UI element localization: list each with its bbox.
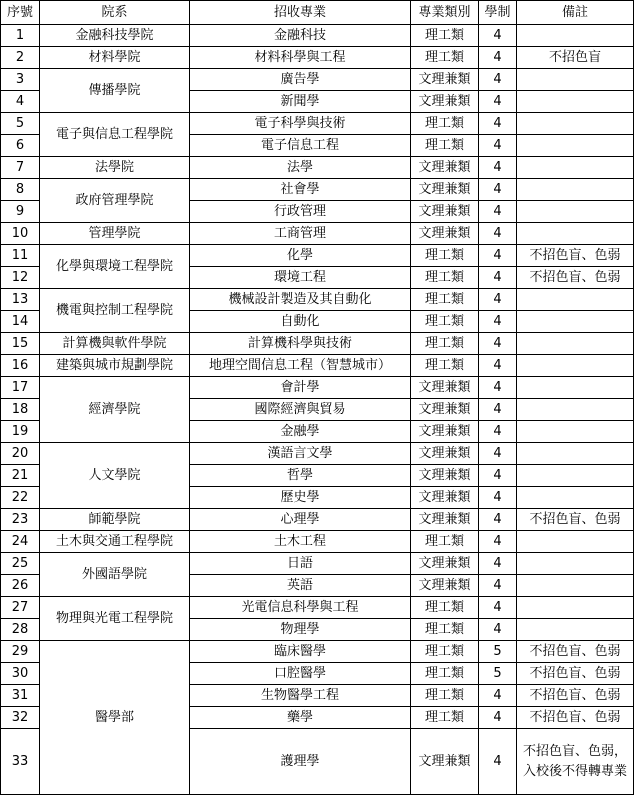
college-cell: 傳播學院 bbox=[40, 69, 190, 113]
category-cell: 文理兼類 bbox=[411, 69, 479, 91]
table-row bbox=[1, 531, 634, 553]
years-cell: 4 bbox=[479, 465, 517, 487]
major-cell: 英語 bbox=[190, 575, 411, 597]
seq-cell: 18 bbox=[1, 399, 40, 421]
category-cell: 理工類 bbox=[411, 619, 479, 641]
table-row bbox=[1, 377, 634, 399]
remark-cell: 不招色盲、色弱 bbox=[517, 267, 634, 289]
seq-cell: 5 bbox=[1, 113, 40, 135]
major-cell: 口腔醫學 bbox=[190, 663, 411, 685]
major-cell: 電子科學與技術 bbox=[190, 113, 411, 135]
college-cell: 外國語學院 bbox=[40, 553, 190, 597]
header-row bbox=[1, 1, 634, 25]
remark-cell bbox=[517, 487, 634, 509]
major-cell: 歷史學 bbox=[190, 487, 411, 509]
years-cell: 4 bbox=[479, 289, 517, 311]
category-cell: 理工類 bbox=[411, 597, 479, 619]
years-cell: 4 bbox=[479, 157, 517, 179]
table-row bbox=[1, 245, 634, 267]
table-row bbox=[1, 597, 634, 619]
major-cell: 漢語言文學 bbox=[190, 443, 411, 465]
remark-cell bbox=[517, 465, 634, 487]
years-cell: 4 bbox=[479, 619, 517, 641]
major-cell: 社會學 bbox=[190, 179, 411, 201]
seq-cell: 14 bbox=[1, 311, 40, 333]
remark-cell: 不招色盲、色弱 bbox=[517, 509, 634, 531]
seq-cell: 10 bbox=[1, 223, 40, 245]
remark-cell: 不招色盲、色弱 bbox=[517, 685, 634, 707]
years-cell: 4 bbox=[479, 597, 517, 619]
seq-cell: 22 bbox=[1, 487, 40, 509]
category-cell: 文理兼類 bbox=[411, 201, 479, 223]
table-body bbox=[1, 25, 634, 795]
major-cell: 電子信息工程 bbox=[190, 135, 411, 157]
seq-cell: 11 bbox=[1, 245, 40, 267]
header-seq: 序號 bbox=[1, 1, 40, 25]
years-cell: 4 bbox=[479, 421, 517, 443]
category-cell: 文理兼類 bbox=[411, 465, 479, 487]
college-cell: 機電與控制工程學院 bbox=[40, 289, 190, 333]
years-cell: 4 bbox=[479, 333, 517, 355]
table-row bbox=[1, 223, 634, 245]
remark-cell bbox=[517, 619, 634, 641]
seq-cell: 7 bbox=[1, 157, 40, 179]
college-cell: 經濟學院 bbox=[40, 377, 190, 443]
category-cell: 理工類 bbox=[411, 245, 479, 267]
remark-cell bbox=[517, 553, 634, 575]
remark-cell: 不招色盲、色弱 bbox=[517, 707, 634, 729]
remark-cell bbox=[517, 575, 634, 597]
college-cell: 師範學院 bbox=[40, 509, 190, 531]
major-cell: 廣告學 bbox=[190, 69, 411, 91]
seq-cell: 26 bbox=[1, 575, 40, 597]
table-row bbox=[1, 443, 634, 465]
years-cell: 4 bbox=[479, 487, 517, 509]
header-years: 學制 bbox=[479, 1, 517, 25]
years-cell: 4 bbox=[479, 91, 517, 113]
table-row bbox=[1, 179, 634, 201]
table-row bbox=[1, 47, 634, 69]
seq-cell: 16 bbox=[1, 355, 40, 377]
major-cell: 哲學 bbox=[190, 465, 411, 487]
major-cell: 護理學 bbox=[190, 729, 411, 795]
table-row bbox=[1, 641, 634, 663]
college-cell: 人文學院 bbox=[40, 443, 190, 509]
seq-cell: 13 bbox=[1, 289, 40, 311]
years-cell: 4 bbox=[479, 355, 517, 377]
years-cell: 4 bbox=[479, 553, 517, 575]
category-cell: 文理兼類 bbox=[411, 91, 479, 113]
category-cell: 文理兼類 bbox=[411, 443, 479, 465]
years-cell: 4 bbox=[479, 113, 517, 135]
years-cell: 4 bbox=[479, 135, 517, 157]
major-cell: 工商管理 bbox=[190, 223, 411, 245]
remark-cell bbox=[517, 69, 634, 91]
table-row bbox=[1, 509, 634, 531]
seq-cell: 19 bbox=[1, 421, 40, 443]
remark-cell bbox=[517, 25, 634, 47]
remark-cell bbox=[517, 201, 634, 223]
seq-cell: 20 bbox=[1, 443, 40, 465]
seq-cell: 31 bbox=[1, 685, 40, 707]
years-cell: 4 bbox=[479, 729, 517, 795]
major-cell: 化學 bbox=[190, 245, 411, 267]
remark-cell bbox=[517, 311, 634, 333]
major-cell: 土木工程 bbox=[190, 531, 411, 553]
seq-cell: 27 bbox=[1, 597, 40, 619]
remark-cell: 不招色盲、色弱 bbox=[517, 245, 634, 267]
category-cell: 文理兼類 bbox=[411, 421, 479, 443]
category-cell: 理工類 bbox=[411, 267, 479, 289]
college-cell: 法學院 bbox=[40, 157, 190, 179]
major-cell: 計算機科學與技術 bbox=[190, 333, 411, 355]
table-row bbox=[1, 157, 634, 179]
college-cell: 化學與環境工程學院 bbox=[40, 245, 190, 289]
remark-cell: 不招色盲、色弱，入校後不得轉專業 bbox=[517, 729, 634, 795]
major-cell: 機械設計製造及其自動化 bbox=[190, 289, 411, 311]
major-cell: 環境工程 bbox=[190, 267, 411, 289]
category-cell: 理工類 bbox=[411, 531, 479, 553]
header-major: 招收專業 bbox=[190, 1, 411, 25]
category-cell: 理工類 bbox=[411, 333, 479, 355]
remark-cell bbox=[517, 333, 634, 355]
years-cell: 4 bbox=[479, 377, 517, 399]
seq-cell: 33 bbox=[1, 729, 40, 795]
major-cell: 金融學 bbox=[190, 421, 411, 443]
years-cell: 4 bbox=[479, 201, 517, 223]
remark-cell bbox=[517, 377, 634, 399]
major-cell: 生物醫學工程 bbox=[190, 685, 411, 707]
years-cell: 4 bbox=[479, 179, 517, 201]
seq-cell: 6 bbox=[1, 135, 40, 157]
category-cell: 理工類 bbox=[411, 289, 479, 311]
category-cell: 理工類 bbox=[411, 707, 479, 729]
seq-cell: 28 bbox=[1, 619, 40, 641]
header-college: 院系 bbox=[40, 1, 190, 25]
category-cell: 理工類 bbox=[411, 311, 479, 333]
category-cell: 文理兼類 bbox=[411, 575, 479, 597]
remark-cell bbox=[517, 399, 634, 421]
table-row bbox=[1, 113, 634, 135]
years-cell: 4 bbox=[479, 531, 517, 553]
major-cell: 行政管理 bbox=[190, 201, 411, 223]
years-cell: 4 bbox=[479, 509, 517, 531]
major-cell: 心理學 bbox=[190, 509, 411, 531]
remark-cell bbox=[517, 113, 634, 135]
seq-cell: 2 bbox=[1, 47, 40, 69]
major-cell: 藥學 bbox=[190, 707, 411, 729]
remark-cell bbox=[517, 135, 634, 157]
college-cell: 管理學院 bbox=[40, 223, 190, 245]
remark-cell bbox=[517, 223, 634, 245]
seq-cell: 1 bbox=[1, 25, 40, 47]
category-cell: 理工類 bbox=[411, 641, 479, 663]
category-cell: 理工類 bbox=[411, 355, 479, 377]
years-cell: 4 bbox=[479, 69, 517, 91]
college-cell: 電子與信息工程學院 bbox=[40, 113, 190, 157]
category-cell: 理工類 bbox=[411, 25, 479, 47]
remark-cell bbox=[517, 531, 634, 553]
seq-cell: 12 bbox=[1, 267, 40, 289]
seq-cell: 3 bbox=[1, 69, 40, 91]
major-cell: 金融科技 bbox=[190, 25, 411, 47]
table-row bbox=[1, 333, 634, 355]
category-cell: 理工類 bbox=[411, 685, 479, 707]
remark-cell bbox=[517, 443, 634, 465]
header-category: 專業類別 bbox=[411, 1, 479, 25]
major-cell: 法學 bbox=[190, 157, 411, 179]
years-cell: 4 bbox=[479, 685, 517, 707]
major-cell: 自動化 bbox=[190, 311, 411, 333]
category-cell: 文理兼類 bbox=[411, 487, 479, 509]
major-cell: 光電信息科學與工程 bbox=[190, 597, 411, 619]
seq-cell: 8 bbox=[1, 179, 40, 201]
remark-cell bbox=[517, 289, 634, 311]
college-cell: 政府管理學院 bbox=[40, 179, 190, 223]
category-cell: 理工類 bbox=[411, 663, 479, 685]
seq-cell: 29 bbox=[1, 641, 40, 663]
college-cell: 材料學院 bbox=[40, 47, 190, 69]
seq-cell: 32 bbox=[1, 707, 40, 729]
category-cell: 文理兼類 bbox=[411, 223, 479, 245]
seq-cell: 23 bbox=[1, 509, 40, 531]
header-remark: 備註 bbox=[517, 1, 634, 25]
college-cell: 建築與城市規劃學院 bbox=[40, 355, 190, 377]
years-cell: 4 bbox=[479, 223, 517, 245]
years-cell: 4 bbox=[479, 575, 517, 597]
remark-cell bbox=[517, 179, 634, 201]
seq-cell: 25 bbox=[1, 553, 40, 575]
years-cell: 4 bbox=[479, 399, 517, 421]
category-cell: 文理兼類 bbox=[411, 157, 479, 179]
remark-cell: 不招色盲 bbox=[517, 47, 634, 69]
category-cell: 文理兼類 bbox=[411, 509, 479, 531]
remark-cell bbox=[517, 157, 634, 179]
years-cell: 4 bbox=[479, 311, 517, 333]
years-cell: 4 bbox=[479, 25, 517, 47]
years-cell: 4 bbox=[479, 707, 517, 729]
major-cell: 日語 bbox=[190, 553, 411, 575]
category-cell: 文理兼類 bbox=[411, 729, 479, 795]
seq-cell: 17 bbox=[1, 377, 40, 399]
major-cell: 地理空間信息工程（智慧城市） bbox=[190, 355, 411, 377]
years-cell: 5 bbox=[479, 641, 517, 663]
years-cell: 4 bbox=[479, 245, 517, 267]
years-cell: 4 bbox=[479, 267, 517, 289]
major-cell: 新聞學 bbox=[190, 91, 411, 113]
table-row bbox=[1, 69, 634, 91]
college-cell: 土木與交通工程學院 bbox=[40, 531, 190, 553]
college-cell: 物理與光電工程學院 bbox=[40, 597, 190, 641]
seq-cell: 21 bbox=[1, 465, 40, 487]
category-cell: 文理兼類 bbox=[411, 399, 479, 421]
major-cell: 國際經濟與貿易 bbox=[190, 399, 411, 421]
table-row bbox=[1, 355, 634, 377]
seq-cell: 4 bbox=[1, 91, 40, 113]
major-cell: 材料科學與工程 bbox=[190, 47, 411, 69]
remark-cell bbox=[517, 597, 634, 619]
category-cell: 理工類 bbox=[411, 135, 479, 157]
major-cell: 臨床醫學 bbox=[190, 641, 411, 663]
remark-cell bbox=[517, 421, 634, 443]
college-cell: 計算機與軟件學院 bbox=[40, 333, 190, 355]
seq-cell: 15 bbox=[1, 333, 40, 355]
table-row bbox=[1, 289, 634, 311]
remark-cell bbox=[517, 91, 634, 113]
category-cell: 文理兼類 bbox=[411, 377, 479, 399]
table-row bbox=[1, 553, 634, 575]
remark-cell: 不招色盲、色弱 bbox=[517, 663, 634, 685]
major-cell: 物理學 bbox=[190, 619, 411, 641]
category-cell: 理工類 bbox=[411, 113, 479, 135]
table-row bbox=[1, 25, 634, 47]
category-cell: 文理兼類 bbox=[411, 553, 479, 575]
college-cell: 金融科技學院 bbox=[40, 25, 190, 47]
seq-cell: 30 bbox=[1, 663, 40, 685]
years-cell: 4 bbox=[479, 443, 517, 465]
college-cell: 醫學部 bbox=[40, 641, 190, 795]
category-cell: 理工類 bbox=[411, 47, 479, 69]
years-cell: 5 bbox=[479, 663, 517, 685]
remark-cell bbox=[517, 355, 634, 377]
seq-cell: 9 bbox=[1, 201, 40, 223]
seq-cell: 24 bbox=[1, 531, 40, 553]
major-cell: 會計學 bbox=[190, 377, 411, 399]
remark-cell: 不招色盲、色弱 bbox=[517, 641, 634, 663]
category-cell: 文理兼類 bbox=[411, 179, 479, 201]
years-cell: 4 bbox=[479, 47, 517, 69]
